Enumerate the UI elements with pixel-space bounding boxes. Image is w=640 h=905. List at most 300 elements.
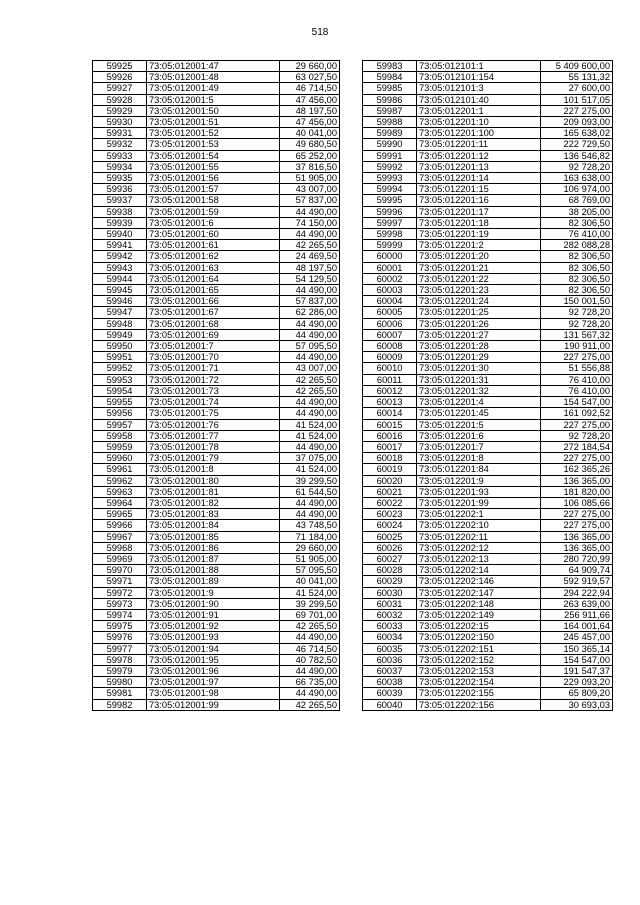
- row-number: 59972: [93, 587, 147, 598]
- cadastral-value: 227 275,00: [541, 352, 613, 363]
- cadastral-value: 163 638,00: [541, 173, 613, 184]
- table-row: [363, 677, 613, 688]
- table-row: [363, 397, 613, 408]
- cadastral-value: 63 027,50: [280, 72, 340, 83]
- row-number: 60024: [363, 520, 417, 531]
- cadastral-value: 256 911,66: [541, 609, 613, 620]
- cadastral-number: 73:05:012001:93: [147, 632, 280, 643]
- page-number: 518: [311, 27, 329, 38]
- cadastral-value: 245 457,00: [541, 632, 613, 643]
- cadastral-value: 150 365,14: [541, 643, 613, 654]
- cadastral-value: 42 265,50: [280, 240, 340, 251]
- left-table: [92, 60, 340, 711]
- cadastral-value: 65 809,20: [541, 688, 613, 699]
- row-number: 59932: [93, 139, 147, 150]
- cadastral-value: 191 547,37: [541, 665, 613, 676]
- row-number: 59944: [93, 273, 147, 284]
- row-number: 60014: [363, 408, 417, 419]
- row-number: 59993: [363, 173, 417, 184]
- table-row: [93, 161, 340, 172]
- cadastral-number: 73:05:012001:6: [147, 217, 280, 228]
- cadastral-number: 73:05:012001:68: [147, 318, 280, 329]
- row-number: 59931: [93, 128, 147, 139]
- cadastral-value: 82 306,50: [541, 217, 613, 228]
- table-row: [363, 72, 613, 83]
- cadastral-number: 73:05:012001:98: [147, 688, 280, 699]
- cadastral-number: 73:05:012201:2: [417, 240, 541, 251]
- cadastral-number: 73:05:012001:60: [147, 229, 280, 240]
- cadastral-number: 73:05:012202:146: [417, 576, 541, 587]
- cadastral-value: 136 365,00: [541, 531, 613, 542]
- cadastral-value: 44 490,00: [280, 352, 340, 363]
- cadastral-number: 73:05:012001:9: [147, 587, 280, 598]
- table-row: [93, 352, 340, 363]
- cadastral-value: 44 490,00: [280, 509, 340, 520]
- cadastral-number: 73:05:012001:47: [147, 61, 280, 72]
- row-number: 59992: [363, 161, 417, 172]
- table-row: [93, 83, 340, 94]
- cadastral-number: 73:05:012001:96: [147, 665, 280, 676]
- table-row: [363, 206, 613, 217]
- row-number: 59965: [93, 509, 147, 520]
- cadastral-value: 55 131,32: [541, 72, 613, 83]
- cadastral-number: 73:05:012202:12: [417, 542, 541, 553]
- row-number: 59964: [93, 497, 147, 508]
- cadastral-number: 73:05:012202:152: [417, 654, 541, 665]
- cadastral-number: 73:05:012001:64: [147, 273, 280, 284]
- cadastral-number: 73:05:012101:3: [417, 83, 541, 94]
- table-row: [363, 363, 613, 374]
- cadastral-number: 73:05:012201:32: [417, 385, 541, 396]
- cadastral-number: 73:05:012202:153: [417, 665, 541, 676]
- cadastral-value: 101 517,05: [541, 94, 613, 105]
- row-number: 59938: [93, 206, 147, 217]
- cadastral-value: 48 197,50: [280, 105, 340, 116]
- row-number: 59966: [93, 520, 147, 531]
- cadastral-number: 73:05:012001:82: [147, 497, 280, 508]
- row-number: 59969: [93, 553, 147, 564]
- table-row: [93, 251, 340, 262]
- table-row: [363, 307, 613, 318]
- cadastral-value: 44 490,00: [280, 497, 340, 508]
- cadastral-number: 73:05:012101:40: [417, 94, 541, 105]
- row-number: 60021: [363, 486, 417, 497]
- table-row: [93, 509, 340, 520]
- cadastral-number: 73:05:012201:29: [417, 352, 541, 363]
- row-number: 60008: [363, 341, 417, 352]
- table-row: [93, 296, 340, 307]
- cadastral-number: 73:05:012201:6: [417, 430, 541, 441]
- cadastral-number: 73:05:012201:31: [417, 374, 541, 385]
- cadastral-value: 27 600,00: [541, 83, 613, 94]
- table-row: [93, 285, 340, 296]
- cadastral-number: 73:05:012201:99: [417, 497, 541, 508]
- cadastral-value: 44 490,00: [280, 688, 340, 699]
- cadastral-value: 294 222,94: [541, 587, 613, 598]
- cadastral-number: 73:05:012001:78: [147, 441, 280, 452]
- row-number: 59962: [93, 475, 147, 486]
- table-row: [363, 374, 613, 385]
- table-row: [363, 654, 613, 665]
- cadastral-number: 73:05:012202:1: [417, 509, 541, 520]
- row-number: 60016: [363, 430, 417, 441]
- cadastral-value: 44 490,00: [280, 229, 340, 240]
- table-row: [93, 318, 340, 329]
- row-number: 59935: [93, 173, 147, 184]
- row-number: 60038: [363, 677, 417, 688]
- row-number: 59994: [363, 184, 417, 195]
- row-number: 59940: [93, 229, 147, 240]
- cadastral-number: 73:05:012001:87: [147, 553, 280, 564]
- cadastral-value: 44 490,00: [280, 285, 340, 296]
- cadastral-value: 54 129,50: [280, 273, 340, 284]
- cadastral-number: 73:05:012001:7: [147, 341, 280, 352]
- row-number: 59937: [93, 195, 147, 206]
- table-row: [363, 643, 613, 654]
- cadastral-number: 73:05:012001:88: [147, 565, 280, 576]
- cadastral-number: 73:05:012201:12: [417, 150, 541, 161]
- row-number: 60006: [363, 318, 417, 329]
- cadastral-value: 29 660,00: [280, 61, 340, 72]
- row-number: 59942: [93, 251, 147, 262]
- table-row: [363, 251, 613, 262]
- cadastral-value: 51 556,88: [541, 363, 613, 374]
- cadastral-value: 43 007,00: [280, 184, 340, 195]
- table-row: [93, 139, 340, 150]
- right-table: [362, 60, 613, 711]
- cadastral-value: 47 456,00: [280, 94, 340, 105]
- table-row: [93, 206, 340, 217]
- cadastral-value: 66 735,00: [280, 677, 340, 688]
- row-number: 59934: [93, 161, 147, 172]
- table-row: [363, 520, 613, 531]
- cadastral-number: 73:05:012201:21: [417, 262, 541, 273]
- row-number: 59975: [93, 621, 147, 632]
- cadastral-value: 41 524,00: [280, 430, 340, 441]
- row-number: 59961: [93, 464, 147, 475]
- cadastral-number: 73:05:012201:20: [417, 251, 541, 262]
- cadastral-number: 73:05:012001:66: [147, 296, 280, 307]
- cadastral-number: 73:05:012201:100: [417, 128, 541, 139]
- cadastral-number: 73:05:012202:148: [417, 598, 541, 609]
- cadastral-number: 73:05:012001:56: [147, 173, 280, 184]
- row-number: 60020: [363, 475, 417, 486]
- cadastral-value: 42 265,50: [280, 621, 340, 632]
- table-row: [93, 329, 340, 340]
- table-row: [363, 296, 613, 307]
- row-number: 59971: [93, 576, 147, 587]
- cadastral-value: 39 299,50: [280, 598, 340, 609]
- row-number: 59960: [93, 453, 147, 464]
- cadastral-value: 5 409 600,00: [541, 61, 613, 72]
- row-number: 59958: [93, 430, 147, 441]
- table-row: [93, 240, 340, 251]
- row-number: 59939: [93, 217, 147, 228]
- cadastral-value: 48 197,50: [280, 262, 340, 273]
- row-number: 59980: [93, 677, 147, 688]
- cadastral-number: 73:05:012201:45: [417, 408, 541, 419]
- cadastral-value: 71 184,00: [280, 531, 340, 542]
- cadastral-value: 227 275,00: [541, 520, 613, 531]
- cadastral-number: 73:05:012001:72: [147, 374, 280, 385]
- row-number: 59990: [363, 139, 417, 150]
- cadastral-number: 73:05:012201:30: [417, 363, 541, 374]
- row-number: 59928: [93, 94, 147, 105]
- cadastral-value: 30 693,03: [541, 699, 613, 710]
- table-row: [363, 632, 613, 643]
- cadastral-number: 73:05:012202:156: [417, 699, 541, 710]
- cadastral-value: 24 469,50: [280, 251, 340, 262]
- cadastral-value: 44 490,00: [280, 329, 340, 340]
- row-number: 59957: [93, 419, 147, 430]
- row-number: 59984: [363, 72, 417, 83]
- cadastral-value: 69 701,00: [280, 609, 340, 620]
- table-row: [93, 419, 340, 430]
- cadastral-value: 57 095,50: [280, 565, 340, 576]
- table-row: [93, 486, 340, 497]
- cadastral-number: 73:05:012001:94: [147, 643, 280, 654]
- table-row: [93, 408, 340, 419]
- row-number: 59982: [93, 699, 147, 710]
- cadastral-value: 136 365,00: [541, 475, 613, 486]
- cadastral-number: 73:05:012001:95: [147, 654, 280, 665]
- table-row: [93, 576, 340, 587]
- cadastral-number: 73:05:012001:77: [147, 430, 280, 441]
- table-row: [93, 688, 340, 699]
- cadastral-number: 73:05:012202:11: [417, 531, 541, 542]
- cadastral-number: 73:05:012001:92: [147, 621, 280, 632]
- cadastral-number: 73:05:012001:91: [147, 609, 280, 620]
- table-row: [363, 285, 613, 296]
- table-row: [93, 632, 340, 643]
- table-row: [363, 150, 613, 161]
- cadastral-number: 73:05:012201:17: [417, 206, 541, 217]
- left-table-body: [93, 61, 340, 711]
- table-row: [93, 128, 340, 139]
- row-number: 60018: [363, 453, 417, 464]
- cadastral-value: 164 001,64: [541, 621, 613, 632]
- row-number: 60012: [363, 385, 417, 396]
- row-number: 59952: [93, 363, 147, 374]
- table-row: [93, 94, 340, 105]
- row-number: 60031: [363, 598, 417, 609]
- row-number: 59970: [93, 565, 147, 576]
- cadastral-value: 227 275,00: [541, 105, 613, 116]
- row-number: 59978: [93, 654, 147, 665]
- cadastral-value: 57 095,50: [280, 341, 340, 352]
- cadastral-value: 106 974,00: [541, 184, 613, 195]
- cadastral-number: 73:05:012001:71: [147, 363, 280, 374]
- cadastral-value: 136 546,82: [541, 150, 613, 161]
- table-row: [93, 587, 340, 598]
- row-number: 60025: [363, 531, 417, 542]
- table-row: [363, 341, 613, 352]
- row-number: 60028: [363, 565, 417, 576]
- cadastral-number: 73:05:012201:25: [417, 307, 541, 318]
- row-number: 60034: [363, 632, 417, 643]
- table-row: [93, 464, 340, 475]
- cadastral-number: 73:05:012201:7: [417, 441, 541, 452]
- row-number: 59949: [93, 329, 147, 340]
- row-number: 59929: [93, 105, 147, 116]
- cadastral-number: 73:05:012001:57: [147, 184, 280, 195]
- cadastral-value: 46 714,50: [280, 643, 340, 654]
- cadastral-value: 229 093,20: [541, 677, 613, 688]
- row-number: 59973: [93, 598, 147, 609]
- row-number: 59953: [93, 374, 147, 385]
- cadastral-value: 76 410,00: [541, 229, 613, 240]
- row-number: 59954: [93, 385, 147, 396]
- cadastral-number: 73:05:012001:5: [147, 94, 280, 105]
- cadastral-number: 73:05:012201:13: [417, 161, 541, 172]
- cadastral-number: 73:05:012001:85: [147, 531, 280, 542]
- row-number: 59981: [93, 688, 147, 699]
- table-row: [363, 453, 613, 464]
- table-row: [363, 441, 613, 452]
- table-row: [363, 430, 613, 441]
- row-number: 59996: [363, 206, 417, 217]
- row-number: 59943: [93, 262, 147, 273]
- row-number: 59976: [93, 632, 147, 643]
- table-row: [363, 486, 613, 497]
- table-row: [93, 520, 340, 531]
- row-number: 59974: [93, 609, 147, 620]
- cadastral-value: 44 490,00: [280, 632, 340, 643]
- table-row: [93, 453, 340, 464]
- cadastral-number: 73:05:012201:8: [417, 453, 541, 464]
- table-row: [93, 553, 340, 564]
- cadastral-number: 73:05:012201:11: [417, 139, 541, 150]
- row-number: 60017: [363, 441, 417, 452]
- cadastral-number: 73:05:012001:67: [147, 307, 280, 318]
- cadastral-number: 73:05:012001:8: [147, 464, 280, 475]
- table-row: [363, 553, 613, 564]
- cadastral-number: 73:05:012202:149: [417, 609, 541, 620]
- cadastral-number: 73:05:012001:90: [147, 598, 280, 609]
- table-row: [93, 363, 340, 374]
- cadastral-value: 43 748,50: [280, 520, 340, 531]
- cadastral-number: 73:05:012202:151: [417, 643, 541, 654]
- cadastral-value: 76 410,00: [541, 374, 613, 385]
- table-row: [363, 587, 613, 598]
- cadastral-value: 38 205,00: [541, 206, 613, 217]
- row-number: 60015: [363, 419, 417, 430]
- row-number: 60002: [363, 273, 417, 284]
- row-number: 59968: [93, 542, 147, 553]
- row-number: 59959: [93, 441, 147, 452]
- cadastral-number: 73:05:012201:5: [417, 419, 541, 430]
- cadastral-number: 73:05:012001:55: [147, 161, 280, 172]
- table-row: [363, 61, 613, 72]
- cadastral-number: 73:05:012001:49: [147, 83, 280, 94]
- cadastral-value: 51 905,00: [280, 173, 340, 184]
- row-number: 59950: [93, 341, 147, 352]
- cadastral-number: 73:05:012201:9: [417, 475, 541, 486]
- row-number: 59946: [93, 296, 147, 307]
- table-row: [363, 576, 613, 587]
- cadastral-number: 73:05:012201:16: [417, 195, 541, 206]
- cadastral-value: 154 547,00: [541, 654, 613, 665]
- cadastral-value: 37 075,00: [280, 453, 340, 464]
- row-number: 59963: [93, 486, 147, 497]
- row-number: 60003: [363, 285, 417, 296]
- cadastral-number: 73:05:012001:59: [147, 206, 280, 217]
- cadastral-number: 73:05:012001:80: [147, 475, 280, 486]
- row-number: 60039: [363, 688, 417, 699]
- row-number: 59997: [363, 217, 417, 228]
- cadastral-number: 73:05:012001:52: [147, 128, 280, 139]
- cadastral-value: 42 265,50: [280, 699, 340, 710]
- cadastral-value: 44 490,00: [280, 397, 340, 408]
- table-row: [363, 173, 613, 184]
- row-number: 60037: [363, 665, 417, 676]
- cadastral-value: 165 638,02: [541, 128, 613, 139]
- row-number: 59991: [363, 150, 417, 161]
- table-row: [93, 565, 340, 576]
- table-row: [93, 150, 340, 161]
- table-row: [93, 217, 340, 228]
- cadastral-number: 73:05:012201:26: [417, 318, 541, 329]
- cadastral-number: 73:05:012001:70: [147, 352, 280, 363]
- cadastral-number: 73:05:012201:93: [417, 486, 541, 497]
- cadastral-value: 227 275,00: [541, 509, 613, 520]
- cadastral-value: 154 547,00: [541, 397, 613, 408]
- cadastral-value: 76 410,00: [541, 385, 613, 396]
- row-number: 60030: [363, 587, 417, 598]
- cadastral-value: 62 286,00: [280, 307, 340, 318]
- table-row: [93, 229, 340, 240]
- cadastral-value: 92 728,20: [541, 430, 613, 441]
- table-row: [363, 139, 613, 150]
- cadastral-number: 73:05:012201:4: [417, 397, 541, 408]
- cadastral-number: 73:05:012201:10: [417, 117, 541, 128]
- cadastral-number: 73:05:012201:19: [417, 229, 541, 240]
- cadastral-value: 41 524,00: [280, 419, 340, 430]
- row-number: 60036: [363, 654, 417, 665]
- row-number: 59947: [93, 307, 147, 318]
- row-number: 60010: [363, 363, 417, 374]
- cadastral-value: 37 816,50: [280, 161, 340, 172]
- table-row: [363, 509, 613, 520]
- cadastral-value: 209 093,00: [541, 117, 613, 128]
- row-number: 59979: [93, 665, 147, 676]
- cadastral-value: 592 919,57: [541, 576, 613, 587]
- table-row: [363, 699, 613, 710]
- cadastral-number: 73:05:012001:69: [147, 329, 280, 340]
- cadastral-value: 82 306,50: [541, 251, 613, 262]
- cadastral-value: 68 769,00: [541, 195, 613, 206]
- cadastral-value: 51 905,00: [280, 553, 340, 564]
- row-number: 59956: [93, 408, 147, 419]
- table-row: [93, 699, 340, 710]
- cadastral-number: 73:05:012001:99: [147, 699, 280, 710]
- table-row: [363, 621, 613, 632]
- cadastral-number: 73:05:012201:15: [417, 184, 541, 195]
- cadastral-value: 150 001,50: [541, 296, 613, 307]
- cadastral-number: 73:05:012001:84: [147, 520, 280, 531]
- cadastral-value: 227 275,00: [541, 419, 613, 430]
- table-row: [363, 329, 613, 340]
- table-row: [363, 105, 613, 116]
- cadastral-value: 57 837,00: [280, 296, 340, 307]
- table-row: [363, 83, 613, 94]
- row-number: 60007: [363, 329, 417, 340]
- cadastral-value: 57 837,00: [280, 195, 340, 206]
- row-number: 60013: [363, 397, 417, 408]
- cadastral-value: 39 299,50: [280, 475, 340, 486]
- cadastral-value: 40 782,50: [280, 654, 340, 665]
- table-row: [93, 72, 340, 83]
